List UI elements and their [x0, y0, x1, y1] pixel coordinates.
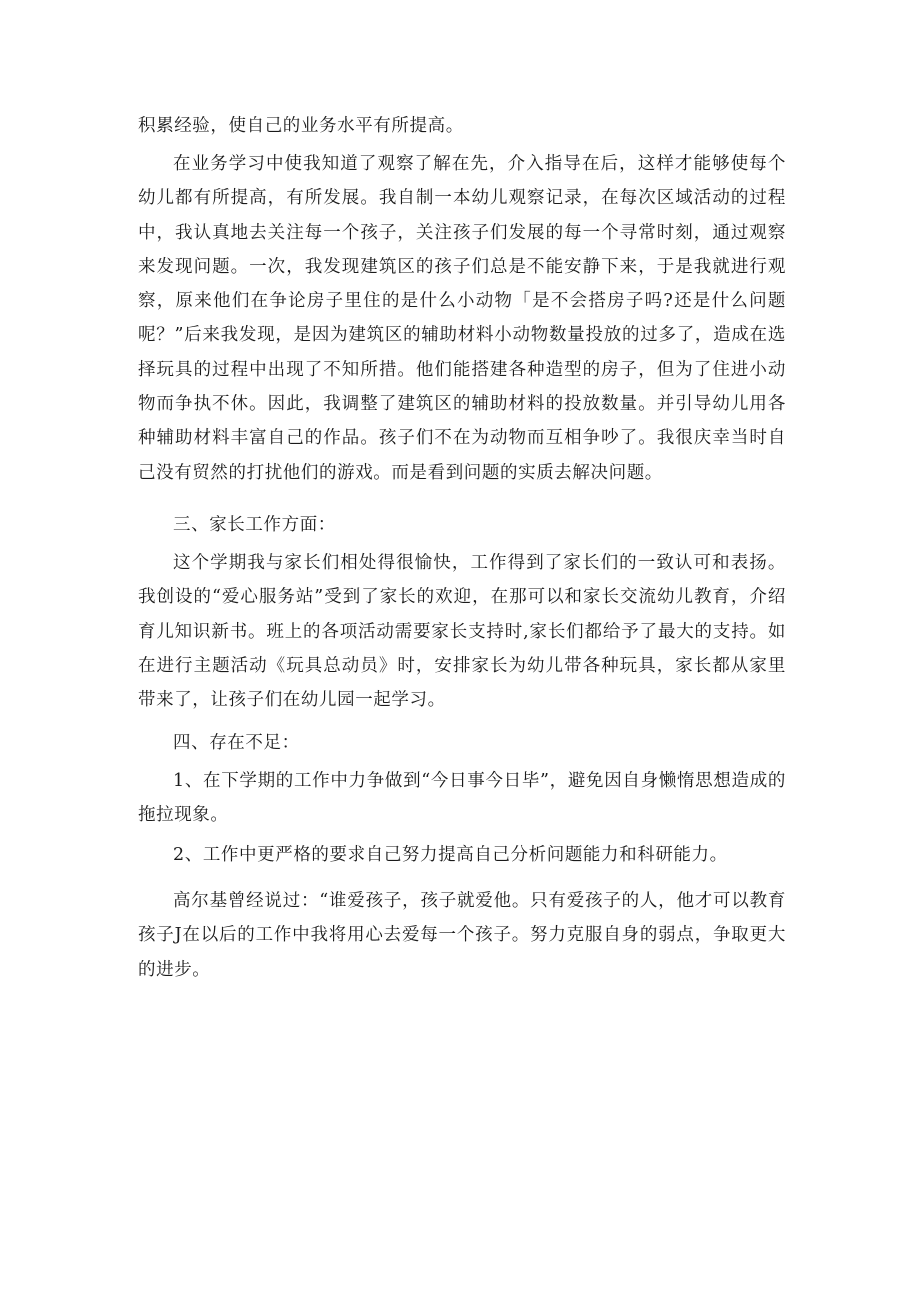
paragraph-continuation: 积累经验，使自己的业务水平有所提高。	[138, 116, 464, 136]
list-item-shortcoming-2: 2、工作中更严格的要求自己努力提高自己分析问题能力和科研能力。	[173, 845, 728, 865]
paragraph-closing-quote: 高尔基曾经说过：“谁爱孩子，孩子就爱他。只有爱孩子的人，他才可以教育孩子J在以后的工作中我将用心去爱每一个孩子。努力克服自身的弱点，争取更大的进步。	[138, 891, 786, 980]
list-item-shortcoming-1: 1、在下学期的工作中力争做到“今日事今日毕”，避免因自身懒惰思想造成的拖拉现象。	[138, 771, 786, 826]
section-heading-parent-work: 三、家长工作方面：	[173, 515, 336, 535]
paragraph-parent-work: 这个学期我与家长们相处得很愉快，工作得到了家长们的一致认可和表扬。我创设的“爱心服务站”受到了家长的欢迎，在那可以和家长交流幼儿教育，介绍育儿知识新书。班上的各项活动需要家长支持时,家长们都给予了最大的支持。如在进行主题活动《玩具总动员》时，安排家长为幼儿带各种玩具，家长都从家里带来了，让孩子们在幼儿园一起学习。	[138, 553, 786, 711]
section-heading-shortcomings: 四、存在不足：	[173, 733, 300, 753]
paragraph-observation: 在业务学习中使我知道了观察了解在先，介入指导在后，这样才能够使每个幼儿都有所提高，有所发展。我自制一本幼儿观察记录，在每次区域活动的过程中，我认真地去关注每一个孩子，关注孩子们发展的每一个寻常时刻，通过观察来发现问题。一次，我发现建筑区的孩子们总是不能安静下来，于是我就进行观察，原来他们在争论房子里住的是什么小动物「是不会搭房子吗?还是什么问题呢？”后来我发现，是因为建筑区的辅助材料小动物数量投放的过多了，造成在选择玩具的过程中出现了不知所措。他们能搭建各种造型的房子，但为了住进小动物而争执不休。因此，我调整了建筑区的辅助材料的投放数量。并引导幼儿用各种辅助材料丰富自己的作品。孩子们不在为动物而互相争吵了。我很庆幸当时自己没有贸然的打扰他们的游戏。而是看到问题的实质去解决问题。	[138, 154, 786, 483]
